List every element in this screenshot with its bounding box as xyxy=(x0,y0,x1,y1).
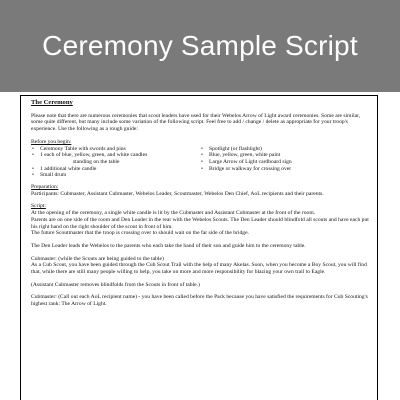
document-heading: The Ceremony xyxy=(31,99,73,106)
cubmaster-paragraph-2: Cubmaster: (Call out each AoL recipient name) - you have been called before the Pack because you have satisfied the requirements for Cub Scouting's highest rank: The Arrow of Light. xyxy=(31,294,368,308)
script-paragraph: Parents are on one side of the room and Den Leader in the rear with the Webelos Scouts. The Den Leader should blindfold all scouts and have each put his right hand on the right shoulder of the scout in front of him. xyxy=(31,216,369,230)
banner-title: Ceremony Sample Script xyxy=(42,30,358,61)
list-item: • Blue, yellow, green, white paint xyxy=(200,152,369,159)
script-paragraph: The future Scoutmaster that the troop is crossing over to should wait on the far side of the bridge. xyxy=(31,230,249,237)
preparation-label: Preparation: xyxy=(31,184,59,191)
supplies-left xyxy=(31,146,200,180)
list-item: • 1 each of blue, yellow, green, and white candles xyxy=(31,152,200,159)
list-item: standing on the table xyxy=(73,158,120,165)
intro-paragraph: Please note that there are numerous ceremonies that scout leaders have used for their Webelos Arrow of Light award ceremonies. Some are similar, some quite different, but many include some variation of the following script. Feel free to add / change / delete as appropriate for your troop's experience. Use the following as a rough guide: xyxy=(31,112,361,133)
script-paragraph: At the opening of the ceremony, a single white candle is lit by the Cubmaster and Assistant Cubmaster at the front of the room. xyxy=(31,210,316,217)
list-item: • Ceremony Table with swords and pins xyxy=(31,146,200,153)
participants-paragraph: Participants: Cubmaster, Assistant Cubmaster, Webelos Leader, Scoutmaster, Webelos Den Chief, AoL recipients and their parents. xyxy=(31,190,324,197)
list-item: • Small drum xyxy=(31,172,200,179)
list-item: • Large Arrow of Light cardboard sign xyxy=(200,159,369,166)
list-item: • Bridge or walkway for crossing over xyxy=(200,166,369,173)
title-banner xyxy=(0,0,400,92)
list-item: • Spotlight (or flashlight) xyxy=(200,146,369,153)
assistant-paragraph: (Assistant Cubmaster removes blindfolds from the Scouts in front of table.) xyxy=(31,281,200,288)
cubmaster-paragraph: Cubmaster: (while the Scouts are being guided to the table) As a Cub Scout, you have been guided through the Cub Scout Trail with the help of many Akelas. Soon, when you become a Boy Scout, you will find that, while there are still many people willing to help, you take on more and more responsibility for blazing your own trail to Eagle. xyxy=(31,255,367,276)
supplies-list xyxy=(31,146,369,180)
before-label: Before you begin: xyxy=(31,138,72,145)
list-item: • 1 additional white candle xyxy=(31,166,200,173)
script-label: Script: xyxy=(31,203,46,210)
supplies-right xyxy=(200,146,369,180)
den-leader-paragraph: The Den Leader leads the Webelos to the parents who each take the hand of their son and guide him to the ceremony table. xyxy=(31,242,306,249)
document-page xyxy=(20,95,378,400)
